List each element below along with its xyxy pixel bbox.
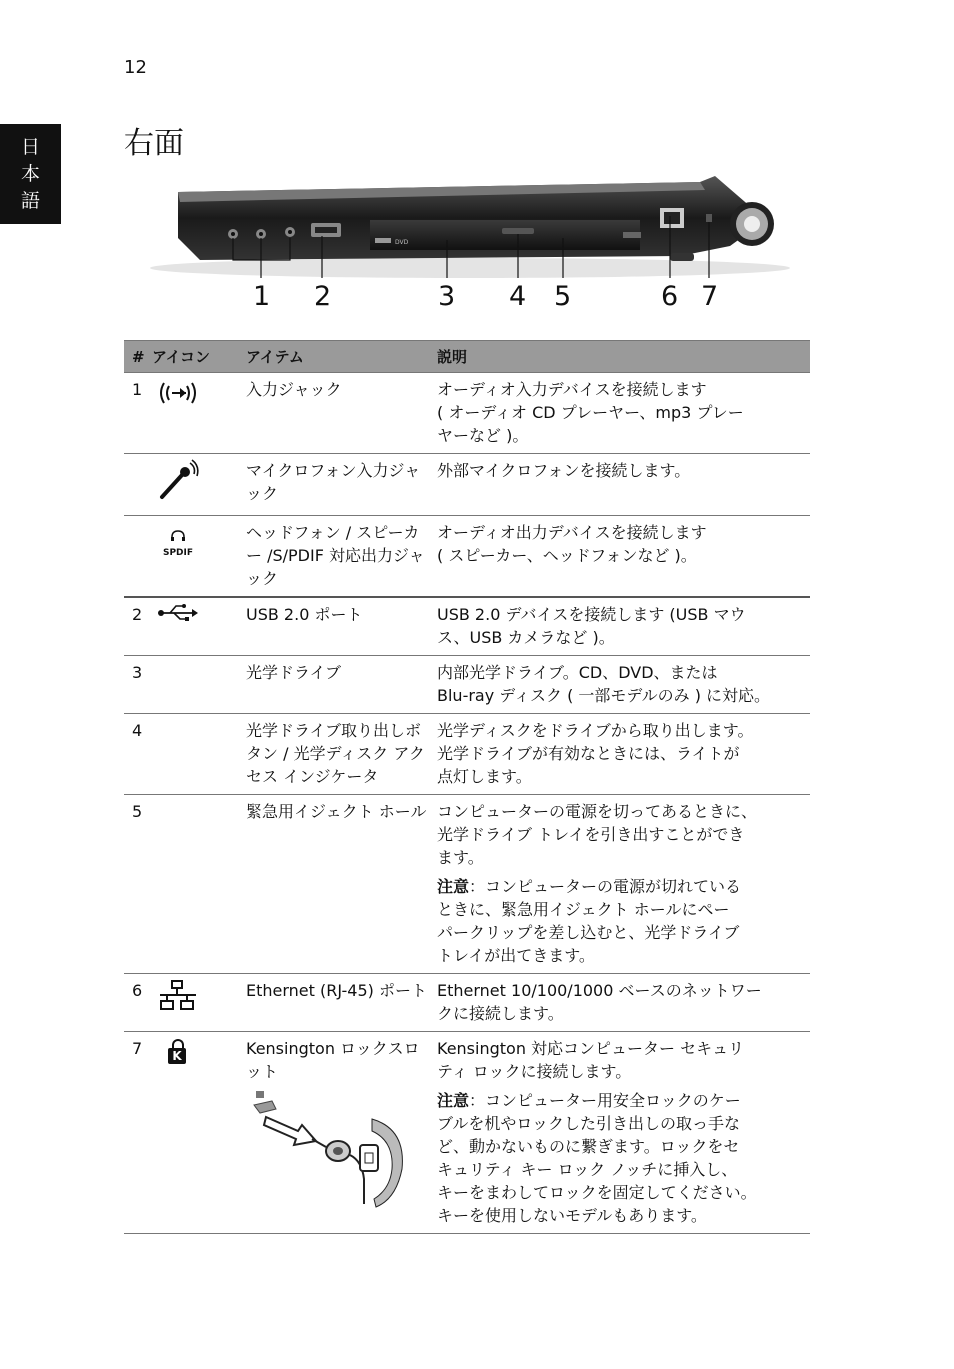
icon-cell <box>148 1032 238 1234</box>
callout-label: 3 <box>438 281 456 312</box>
ports-table <box>124 340 810 1234</box>
table-row <box>124 795 810 974</box>
icon-cell <box>148 516 238 598</box>
description-line: ( スピーカー、ヘッドフォンなど )。 <box>437 546 697 565</box>
row-description <box>429 1032 810 1234</box>
header-icon: アイコン <box>148 341 238 373</box>
description-line: 光学ディスクをドライブから取り出します。 <box>437 721 754 740</box>
description-line: コンピューターの電源を切ってあるときに、 <box>437 802 758 821</box>
item-label: Kensington ロックスロット <box>246 1039 420 1081</box>
callout-label: 6 <box>661 281 679 312</box>
callout-label: 5 <box>554 281 572 312</box>
description-line: キュリティ キー ロック ノッチに挿入し、 <box>437 1160 738 1179</box>
kensington-lock-icon <box>168 1039 188 1065</box>
page-number: 12 <box>124 57 147 78</box>
row-number: 1 <box>124 373 148 454</box>
language-tab-char: 日 <box>20 135 40 158</box>
row-description <box>429 974 810 1032</box>
language-tab-char: 本 <box>20 162 40 185</box>
row-description <box>429 516 810 598</box>
kensington-lock-illustration <box>246 1089 416 1214</box>
row-number: 6 <box>124 974 148 1032</box>
svg-text:DVD: DVD <box>395 239 409 246</box>
description-line: Ethernet 10/100/1000 ベースのネットワー <box>437 981 762 1000</box>
lock-k-label: K <box>168 1048 186 1064</box>
description-line: 外部マイクロフォンを接続します。 <box>437 461 691 480</box>
description-line: キーを使用しないモデルもあります。 <box>437 1206 707 1225</box>
table-row <box>124 1032 810 1234</box>
description-line: キーをまわしてロックを固定してください。 <box>437 1183 757 1202</box>
table-header-row <box>124 341 810 373</box>
row-item: 光学ドライブ取り出しボタン / 光学ディスク アクセス インジケータ <box>238 714 429 795</box>
description-line: 光学ドライブが有効なときには、ライトが <box>437 744 740 763</box>
description-line: ス、USB カメラなど )。 <box>437 628 615 647</box>
description-line: ます。 <box>437 848 484 867</box>
row-description <box>429 795 810 974</box>
callout-label: 1 <box>253 281 271 312</box>
row-item: Ethernet (RJ-45) ポート <box>238 974 429 1032</box>
description-line: クに接続します。 <box>437 1004 564 1023</box>
header-number: # <box>124 341 148 373</box>
table-row <box>124 656 810 714</box>
description-line: 光学ドライブ トレイを引き出すことができ <box>437 825 745 844</box>
description-line: ティ ロックに接続します。 <box>437 1062 632 1081</box>
description-line: ( オーディオ CD プレーヤー、mp3 プレー <box>437 403 744 422</box>
language-tab <box>0 124 61 224</box>
icon-cell <box>148 597 238 656</box>
ethernet-icon <box>156 979 200 1013</box>
icon-cell <box>148 454 238 516</box>
microphone-icon <box>156 459 200 503</box>
description-line: 点灯します。 <box>437 767 532 786</box>
row-item: USB 2.0 ポート <box>238 597 429 656</box>
description-line: 内部光学ドライブ。CD、DVD、または <box>437 663 718 682</box>
note-label: 注意 <box>437 877 470 896</box>
callout-label: 7 <box>701 281 719 312</box>
row-item: マイクロフォン入力ジャック <box>238 454 429 516</box>
row-number: 3 <box>124 656 148 714</box>
description-line: ど、動かないものに繋ぎます。ロックをセ <box>437 1137 740 1156</box>
spdif-label: SPDIF <box>162 548 194 558</box>
icon-cell <box>148 795 238 974</box>
row-item: ヘッドフォン / スピーカー /S/PDIF 対応出力ジャック <box>238 516 429 598</box>
description-line: Kensington 対応コンピューター セキュリ <box>437 1039 745 1058</box>
language-tab-char: 語 <box>20 189 40 212</box>
description-line: オーディオ出力デバイスを接続します <box>437 523 707 542</box>
icon-cell <box>148 974 238 1032</box>
description-line: ：コンピューター用安全ロックのケー <box>469 1091 741 1110</box>
row-number <box>124 454 148 516</box>
callout-label: 2 <box>314 281 332 312</box>
row-description <box>429 656 810 714</box>
description-line: Blu-ray ディスク ( 一部モデルのみ ) に対応。 <box>437 686 771 705</box>
description-line: トレイが出てきます。 <box>437 946 595 965</box>
table-row <box>124 714 810 795</box>
row-description <box>429 373 810 454</box>
icon-cell <box>148 656 238 714</box>
row-item <box>238 1032 429 1234</box>
description-line: オーディオ入力デバイスを接続します <box>437 380 707 399</box>
headphone-icon <box>170 530 186 542</box>
note-label: 注意 <box>437 1091 470 1110</box>
callout-label: 4 <box>509 281 527 312</box>
header-item: アイテム <box>238 341 429 373</box>
usb-icon <box>156 603 200 623</box>
note <box>437 875 808 967</box>
row-description <box>429 454 810 516</box>
icon-cell <box>148 373 238 454</box>
row-number: 7 <box>124 1032 148 1234</box>
table-row <box>124 373 810 454</box>
row-number: 2 <box>124 597 148 656</box>
row-number: 4 <box>124 714 148 795</box>
description-line: パークリップを差し込むと、光学ドライブ <box>437 923 740 942</box>
row-item: 緊急用イジェクト ホール <box>238 795 429 974</box>
header-description: 説明 <box>429 341 810 373</box>
description-line: USB 2.0 デバイスを接続します (USB マウ <box>437 605 746 624</box>
headphone-spdif-icon <box>156 521 200 558</box>
description-line: ときに、緊急用イジェクト ホールにペー <box>437 900 730 919</box>
page-title: 右面 <box>124 126 184 161</box>
row-number: 5 <box>124 795 148 974</box>
row-item: 入力ジャック <box>238 373 429 454</box>
table-row <box>124 597 810 656</box>
row-item: 光学ドライブ <box>238 656 429 714</box>
icon-cell <box>148 714 238 795</box>
row-number <box>124 516 148 598</box>
description-line: ブルを机やロックした引き出しの取っ手な <box>437 1114 741 1133</box>
audio-in-icon <box>156 378 200 408</box>
table-row <box>124 454 810 516</box>
row-description <box>429 714 810 795</box>
table-row <box>124 974 810 1032</box>
table-row <box>124 516 810 598</box>
note <box>437 1089 808 1227</box>
row-description <box>429 597 810 656</box>
description-line: ヤーなど )。 <box>437 426 529 445</box>
description-line: ：コンピューターの電源が切れている <box>469 877 742 896</box>
